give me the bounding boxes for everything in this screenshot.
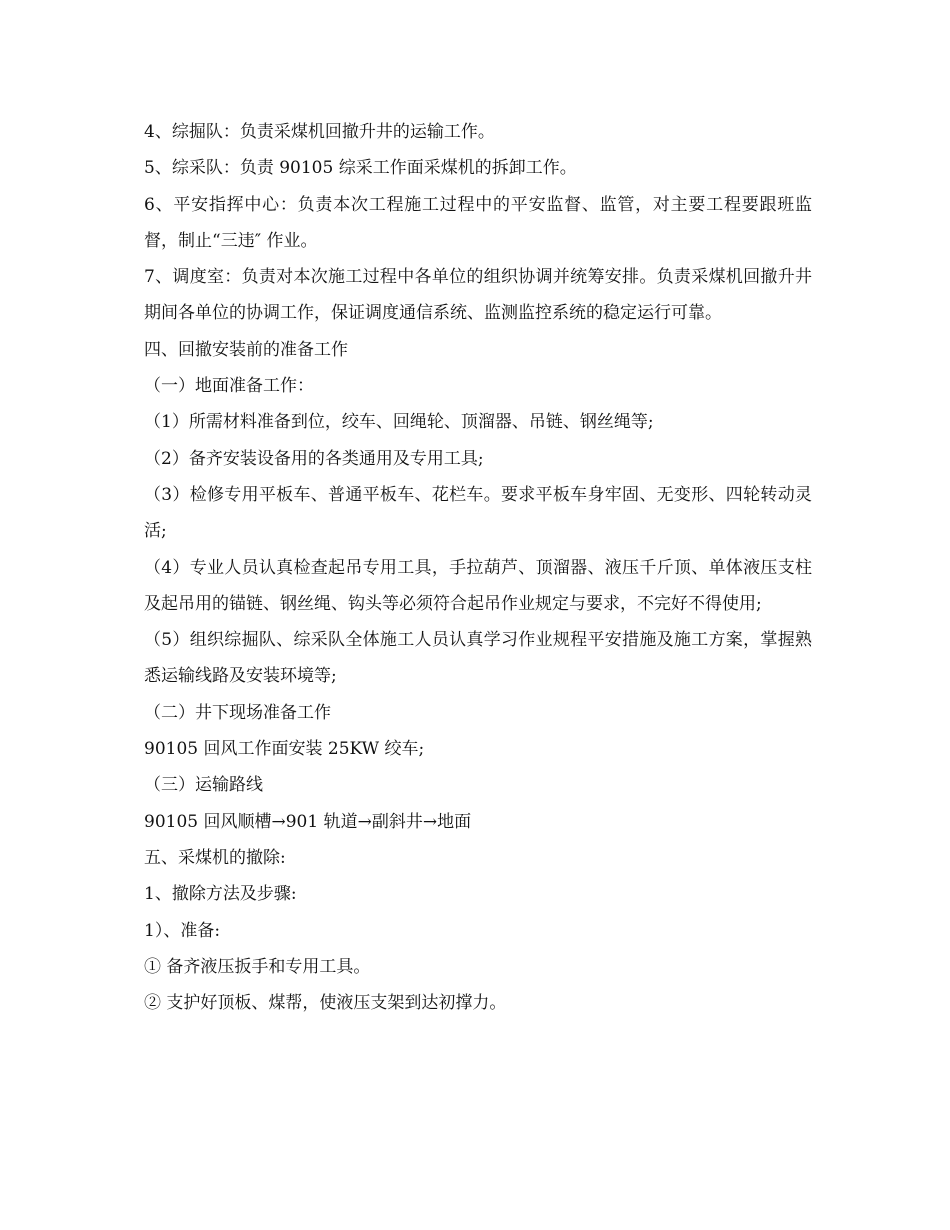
step-item-tools: ① 备齐液压扳手和专用工具。 — [144, 956, 371, 977]
list-item-vehicles: （3）检修专用平板车、普通平板车、花栏车。要求平板车身牢固、无变形、四轮转动灵活; — [144, 484, 812, 542]
subheading-surface-preparation: （一）地面准备工作： — [144, 376, 314, 397]
subheading-removal-steps: 1、撤除方法及步骤: — [144, 884, 297, 905]
step-item-support: ② 支护好顶板、煤帮，使液压支架到达初撑力。 — [144, 993, 507, 1014]
step-preparation: 1）、准备: — [144, 920, 221, 941]
list-item-training: （5）组织综掘队、综采队全体施工人员认真学习作业规程平安措施及施工方案，掌握熟悉运输线路及安装环境等; — [144, 630, 812, 687]
list-item-inspection: （4）专业人员认真检查起吊专用工具，手拉葫芦、顶溜器、液压千斤顶、单体液压支柱及起吊用的锚链、钢丝绳、钩头等必须符合起吊作业规定与要求，不完好不得使用; — [144, 557, 812, 614]
paragraph-winch-install: 90105 回风工作面安装 25KW 绞车; — [144, 739, 425, 760]
list-item-materials: （1）所需材料准备到位，绞车、回绳轮、顶溜器、吊链、钢丝绳等; — [144, 412, 654, 433]
paragraph-route: 90105 回风顺槽→901 轨道→副斜井→地面 — [144, 811, 472, 832]
list-item-tools: （2）备齐安装设备用的各类通用及专用工具; — [144, 448, 484, 469]
document-body — [144, 114, 812, 1021]
section-heading-removal: 五、采煤机的撤除: — [144, 847, 286, 868]
subheading-underground-preparation: （二）井下现场准备工作 — [144, 702, 331, 723]
paragraph-safety-center: 6、平安指挥中心：负责本次工程施工过程中的平安监督、监管，对主要工程要跟班监督，制止“三违″ 作业。 — [144, 194, 812, 251]
paragraph-team-transport: 4、综掘队：负责采煤机回撤升井的运输工作。 — [144, 122, 495, 142]
section-heading-preparation: 四、回撤安装前的准备工作 — [144, 339, 348, 360]
paragraph-dispatch-room: 7、调度室：负责对本次施工过程中各单位的组织协调并统筹安排。负责采煤机回撤升井期间各单位的协调工作，保证调度通信系统、监测监控系统的稳定运行可靠。 — [144, 267, 812, 324]
paragraph-team-dismantle: 5、综采队：负责 90105 综采工作面采煤机的拆卸工作。 — [144, 158, 577, 179]
subheading-transport-route: （三）运输路线 — [144, 775, 263, 796]
